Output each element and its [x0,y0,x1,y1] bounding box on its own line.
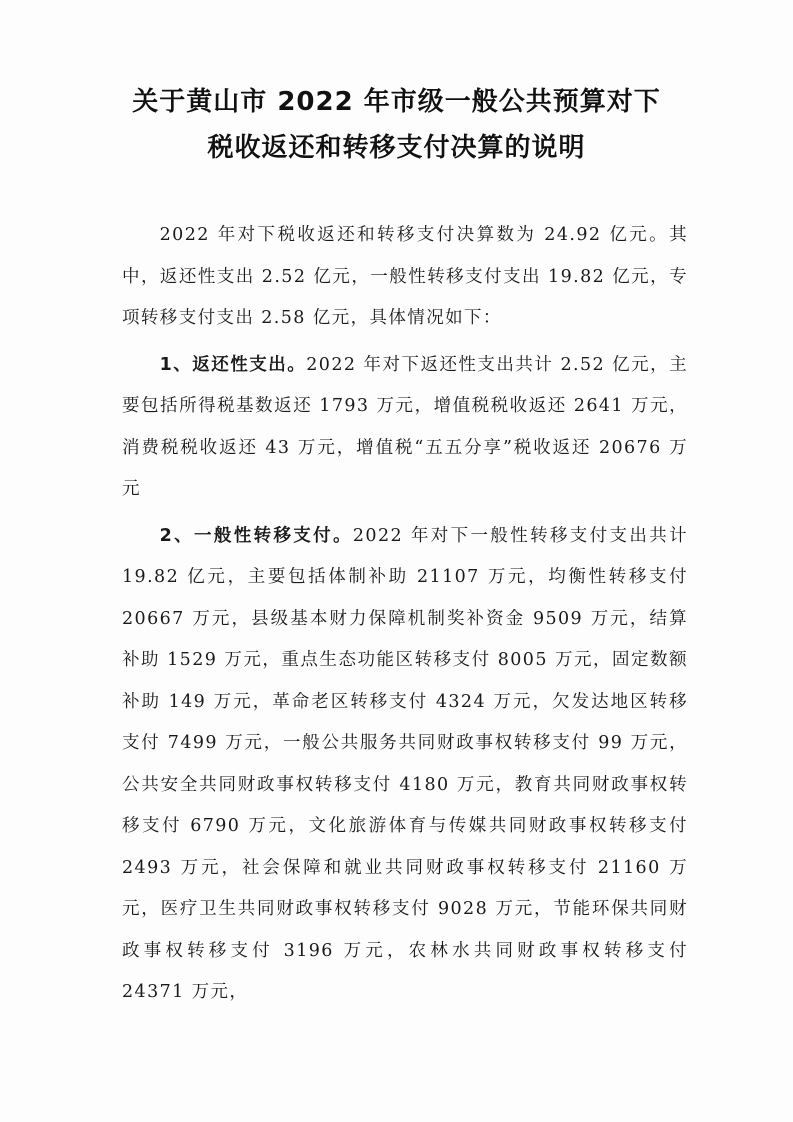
paragraph-general-transfer-heading: 2、一般性转移支付。 [159,525,353,546]
paragraph-returned-spending [122,345,688,511]
document-title-line-2: 税收返还和转移支付决算的说明 [207,133,586,163]
paragraph-summary-text: 2022 年对下税收返还和转移支付决算数为 24.92 亿元。其中，返还性支出 2.52 亿元，一般性转移支付支出 19.82 亿元，专项转移支付支出 2.58 亿元，具体情况如下： [122,225,688,328]
paragraph-returned-spending-heading: 1、返还性支出。 [159,354,307,375]
paragraph-general-transfer [122,516,688,1014]
paragraph-returned-spending-text: 2022 年对下返还性支出共计 2.52 亿元，主要包括所得税基数返还 1793 万元，增值税税收返还 2641 万元，消费税税收返还 43 万元，增值税“五五分享”税收返还 20676 万元 [122,354,688,499]
paragraph-general-transfer-text: 2022 年对下一般性转移支付支出共计 19.82 亿元，主要包括体制补助 21107 万元，均衡性转移支付 20667 万元，县级基本财力保障机制奖补资金 9509 万元，结算补助 1529 万元，重点生态功能区转移支付 8005 万元，固定数额补助 149 万元，革命老区转移支付 4324 万元，欠发达地区转移支付 7499 万元，一般公共服务共同财政事权转移支付 99 万元，公共安全共同财政事权转移支付 4180 万元，教育共同财政事权转移支付 6790 万元，文化旅游体育与传媒共同财政事权转移支付 2493 万元，社会保障和就业共同财政事权转移支付 21160 万元，医疗卫生共同财政事权转移支付 9028 万元，节能环保共同财政事权转移支付 3196 万元，农林水共同财政事权转移支付 24371 万元， [122,525,688,1002]
paragraph-summary [122,215,688,340]
document-body [122,215,688,1014]
document-title-line-1: 关于黄山市 2022 年市级一般公共预算对下 [132,87,661,117]
